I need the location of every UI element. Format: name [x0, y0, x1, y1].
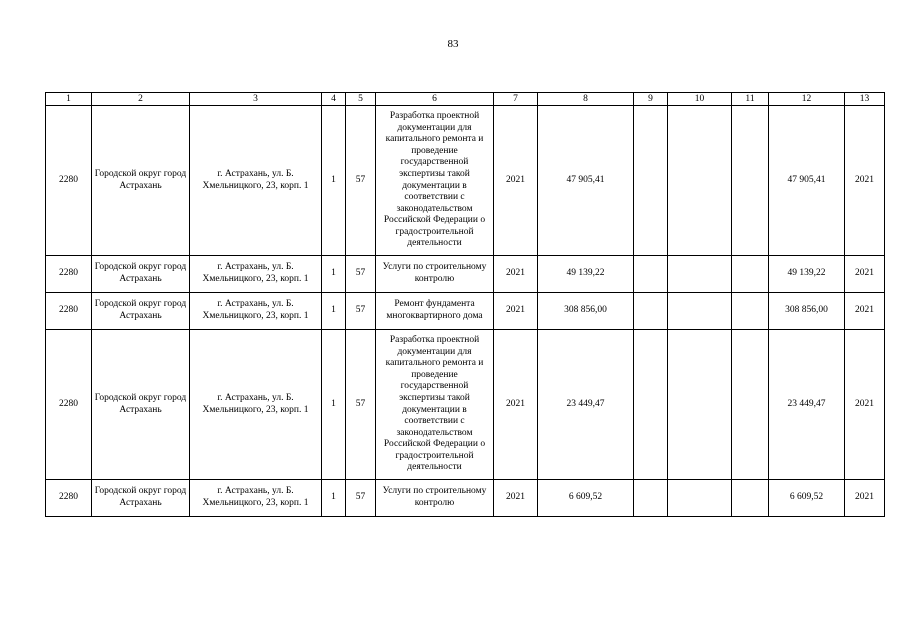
address-cell: г. Астрахань, ул. Б. Хмельницкого, 23, корп. 1: [190, 330, 322, 480]
col9-cell: [634, 106, 668, 256]
column-header: 6: [376, 93, 494, 106]
municipality-cell: Городской округ город Астрахань: [92, 480, 190, 517]
header-row: [46, 93, 885, 106]
col5-cell: 57: [346, 480, 376, 517]
work-description-cell: Разработка проектной документации для капитального ремонта и проведение государственной экспертизы такой документации в соответствии с законодательством Российской Федерации о градостроительной деятельности: [376, 106, 494, 256]
col4-cell: 1: [322, 480, 346, 517]
total-amount-cell: 47 905,41: [769, 106, 845, 256]
amount-cell: 6 609,52: [538, 480, 634, 517]
table-row: [46, 106, 885, 256]
municipality-cell: Городской округ город Астрахань: [92, 330, 190, 480]
municipality-cell: Городской округ город Астрахань: [92, 293, 190, 330]
column-header: 1: [46, 93, 92, 106]
address-cell: г. Астрахань, ул. Б. Хмельницкого, 23, корп. 1: [190, 256, 322, 293]
table-row: [46, 480, 885, 517]
col5-cell: 57: [346, 330, 376, 480]
address-cell: г. Астрахань, ул. Б. Хмельницкого, 23, корп. 1: [190, 106, 322, 256]
year-cell: 2021: [494, 293, 538, 330]
amount-cell: 49 139,22: [538, 256, 634, 293]
col9-cell: [634, 480, 668, 517]
total-amount-cell: 49 139,22: [769, 256, 845, 293]
row-id: 2280: [46, 480, 92, 517]
col11-cell: [732, 480, 769, 517]
table-body: [46, 106, 885, 517]
col10-cell: [668, 293, 732, 330]
col5-cell: 57: [346, 106, 376, 256]
column-header: 5: [346, 93, 376, 106]
col4-cell: 1: [322, 293, 346, 330]
column-header: 9: [634, 93, 668, 106]
work-description-cell: Разработка проектной документации для капитального ремонта и проведение государственной экспертизы такой документации в соответствии с законодательством Российской Федерации о градостроительной деятельности: [376, 330, 494, 480]
amount-cell: 47 905,41: [538, 106, 634, 256]
amount-cell: 23 449,47: [538, 330, 634, 480]
column-header: 10: [668, 93, 732, 106]
completion-year-cell: 2021: [845, 480, 885, 517]
col4-cell: 1: [322, 256, 346, 293]
total-amount-cell: 6 609,52: [769, 480, 845, 517]
column-header: 12: [769, 93, 845, 106]
amount-cell: 308 856,00: [538, 293, 634, 330]
column-header: 13: [845, 93, 885, 106]
col9-cell: [634, 293, 668, 330]
year-cell: 2021: [494, 330, 538, 480]
registry-table: [45, 92, 885, 517]
row-id: 2280: [46, 106, 92, 256]
completion-year-cell: 2021: [845, 330, 885, 480]
row-id: 2280: [46, 293, 92, 330]
completion-year-cell: 2021: [845, 293, 885, 330]
address-cell: г. Астрахань, ул. Б. Хмельницкого, 23, корп. 1: [190, 480, 322, 517]
year-cell: 2021: [494, 106, 538, 256]
col10-cell: [668, 480, 732, 517]
table-header: [46, 93, 885, 106]
col4-cell: 1: [322, 106, 346, 256]
col5-cell: 57: [346, 293, 376, 330]
col11-cell: [732, 256, 769, 293]
work-description-cell: Ремонт фундамента многоквартирного дома: [376, 293, 494, 330]
work-description-cell: Услуги по строительному контролю: [376, 256, 494, 293]
col10-cell: [668, 330, 732, 480]
table-row: [46, 256, 885, 293]
completion-year-cell: 2021: [845, 256, 885, 293]
col9-cell: [634, 256, 668, 293]
municipality-cell: Городской округ город Астрахань: [92, 256, 190, 293]
table-row: [46, 330, 885, 480]
total-amount-cell: 23 449,47: [769, 330, 845, 480]
table-row: [46, 293, 885, 330]
column-header: 11: [732, 93, 769, 106]
page-number: 83: [447, 38, 459, 50]
col10-cell: [668, 256, 732, 293]
column-header: 3: [190, 93, 322, 106]
municipality-cell: Городской округ город Астрахань: [92, 106, 190, 256]
row-id: 2280: [46, 256, 92, 293]
col11-cell: [732, 106, 769, 256]
address-cell: г. Астрахань, ул. Б. Хмельницкого, 23, корп. 1: [190, 293, 322, 330]
column-header: 8: [538, 93, 634, 106]
col11-cell: [732, 293, 769, 330]
col4-cell: 1: [322, 330, 346, 480]
total-amount-cell: 308 856,00: [769, 293, 845, 330]
column-header: 4: [322, 93, 346, 106]
col5-cell: 57: [346, 256, 376, 293]
work-description-cell: Услуги по строительному контролю: [376, 480, 494, 517]
col11-cell: [732, 330, 769, 480]
year-cell: 2021: [494, 480, 538, 517]
col9-cell: [634, 330, 668, 480]
column-header: 7: [494, 93, 538, 106]
col10-cell: [668, 106, 732, 256]
year-cell: 2021: [494, 256, 538, 293]
completion-year-cell: 2021: [845, 106, 885, 256]
column-header: 2: [92, 93, 190, 106]
row-id: 2280: [46, 330, 92, 480]
